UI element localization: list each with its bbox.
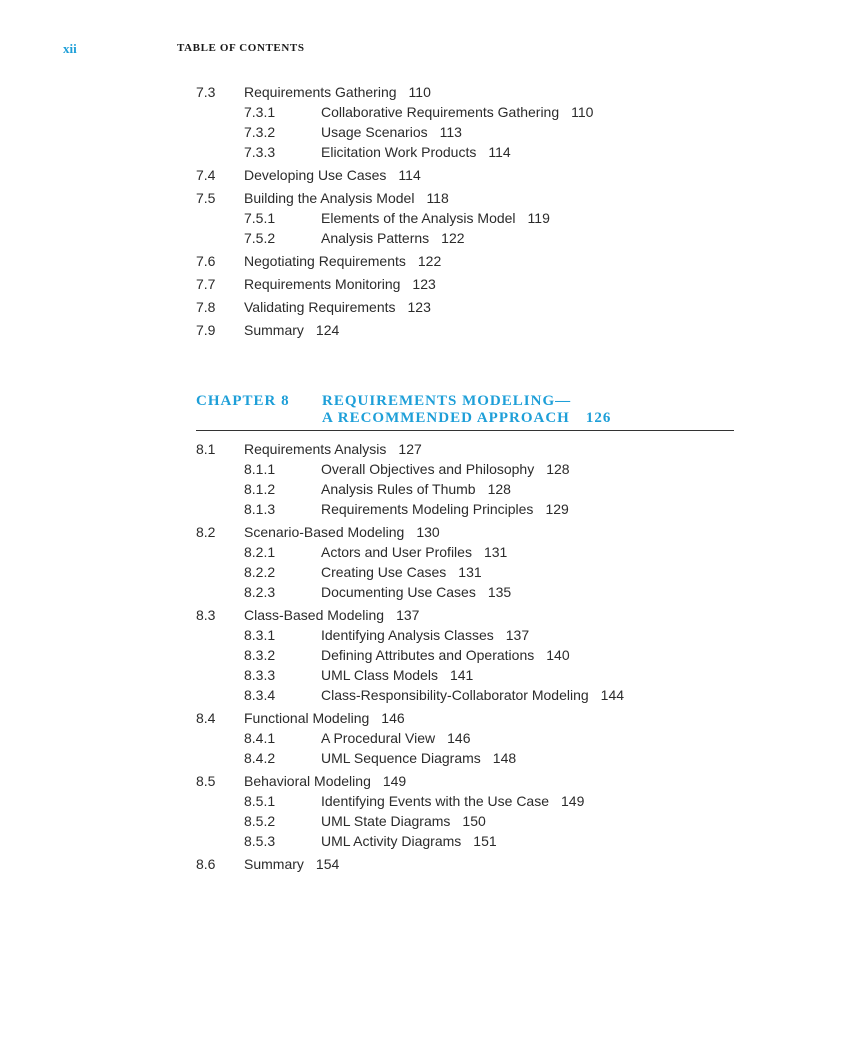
section-entry [244,251,441,271]
section-number: 7.8 [196,299,216,315]
toc-section-row [196,297,736,317]
toc-subsection-row [196,831,736,851]
toc-subsection-row [196,625,736,645]
toc-section-row [196,188,736,208]
subsection-entry [321,499,569,519]
section-number: 7.6 [196,253,216,269]
subsection-number: 8.2.3 [244,584,276,600]
section-entry [244,771,406,791]
entry-title: Class-Based Modeling [244,607,385,623]
toc-section-row [196,605,736,625]
chapter-heading [196,393,734,431]
entry-title: A Procedural View [321,730,436,746]
entry-page: 144 [600,687,625,703]
entry-page: 146 [447,730,471,746]
subsection-entry [321,479,511,499]
entry-page: 123 [412,276,436,292]
subsection-number: 8.2.1 [244,544,276,560]
subsection-entry [321,142,511,162]
entry-page: 128 [546,461,570,477]
entry-page: 146 [381,710,405,726]
toc-section-row [196,708,736,728]
subsection-number: 8.4.2 [244,750,276,766]
toc-subsection-row [196,208,736,228]
subsection-entry [321,582,511,602]
subsection-entry [321,728,471,748]
section-number: 7.9 [196,322,216,338]
entry-title: Analysis Rules of Thumb [321,481,476,497]
subsection-number: 8.1.3 [244,501,276,517]
toc-subsection-row [196,102,736,122]
entry-page: 114 [488,144,511,160]
entry-title: Overall Objectives and Philosophy [321,461,535,477]
toc-subsection-row [196,142,736,162]
entry-page: 124 [315,322,340,338]
toc-subsection-row [196,562,736,582]
entry-page: 113 [439,124,462,140]
toc-section-row [196,771,736,791]
toc-section-row [196,522,736,542]
toc-subsection-row [196,228,736,248]
entry-page: 149 [382,773,407,789]
section-entry [244,188,449,208]
subsection-number: 8.1.2 [244,481,276,497]
subsection-entry [321,208,550,228]
entry-title: Documenting Use Cases [321,584,476,600]
entry-title: Actors and User Profiles [321,544,472,560]
running-header: TABLE OF CONTENTS [177,42,305,54]
entry-title: Summary [244,856,304,872]
section-entry [244,320,339,340]
entry-page: 114 [398,167,421,183]
subsection-number: 8.3.3 [244,667,276,683]
entry-title: Requirements Modeling Principles [321,501,534,517]
entry-title: UML Sequence Diagrams [321,750,481,766]
entry-page: 118 [426,190,449,206]
entry-title: Scenario-Based Modeling [244,524,405,540]
entry-title: Requirements Gathering [244,84,397,100]
toc-subsection-row [196,728,736,748]
toc-subsection-row [196,582,736,602]
subsection-number: 8.3.2 [244,647,276,663]
toc-subsection-row [196,499,736,519]
subsection-number: 8.3.1 [244,627,276,643]
section-number: 8.1 [196,441,216,457]
subsection-entry [321,685,624,705]
toc-subsection-row [196,811,736,831]
entry-page: 119 [527,210,550,226]
entry-title: Elements of the Analysis Model [321,210,516,226]
entry-page: 131 [483,544,508,560]
toc-subsection-row [196,542,736,562]
toc-subsection-row [196,459,736,479]
subsection-number: 8.5.2 [244,813,276,829]
entry-title: Developing Use Cases [244,167,387,183]
entry-page: 141 [449,667,474,683]
toc-section-row [196,82,736,102]
subsection-number: 7.5.1 [244,210,276,226]
section-number: 8.2 [196,524,216,540]
entry-page: 130 [416,524,440,540]
subsection-entry [321,791,584,811]
toc-section-row [196,320,736,340]
entry-title: Elicitation Work Products [321,144,477,160]
chapter-label: CHAPTER 8 [196,393,290,409]
entry-title: UML Class Models [321,667,438,683]
subsection-number: 8.5.1 [244,793,276,809]
toc-subsection-row [196,791,736,811]
subsection-number: 7.3.1 [244,104,276,120]
subsection-entry [321,122,462,142]
entry-title: Defining Attributes and Operations [321,647,535,663]
entry-page: 122 [417,253,442,269]
section-entry [244,708,405,728]
section-number: 8.6 [196,856,216,872]
entry-title: Identifying Analysis Classes [321,627,494,643]
subsection-entry [321,831,497,851]
toc-section-row [196,165,736,185]
entry-title: Usage Scenarios [321,124,428,140]
subsection-entry [321,562,482,582]
toc-subsection-row [196,122,736,142]
section-number: 7.4 [196,167,216,183]
entry-title: Summary [244,322,304,338]
entry-page: 150 [462,813,486,829]
entry-page: 110 [408,84,431,100]
subsection-number: 7.3.3 [244,144,276,160]
subsection-number: 8.3.4 [244,687,276,703]
subsection-entry [321,542,507,562]
entry-page: 135 [487,584,512,600]
entry-title: Creating Use Cases [321,564,447,580]
entry-title: Class-Responsibility-Collaborator Modeling [321,687,589,703]
subsection-entry [321,102,593,122]
section-entry [244,522,440,542]
section-entry [244,854,339,874]
subsection-entry [321,645,570,665]
chapter-page: 126 [585,410,612,426]
toc-subsection-row [196,645,736,665]
entry-title: Functional Modeling [244,710,370,726]
entry-page: 137 [505,627,530,643]
toc-section-row [196,251,736,271]
toc-chapter-7-list [196,82,736,340]
entry-title: Analysis Patterns [321,230,430,246]
toc-section-row [196,439,736,459]
subsection-number: 8.5.3 [244,833,276,849]
entry-title: Validating Requirements [244,299,396,315]
entry-title: Identifying Events with the Use Case [321,793,550,809]
subsection-entry [321,665,473,685]
toc-subsection-row [196,748,736,768]
subsection-entry [321,748,516,768]
toc-section-row [196,274,736,294]
subsection-number: 7.5.2 [244,230,276,246]
entry-page: 131 [458,564,482,580]
subsection-number: 7.3.2 [244,124,276,140]
subsection-number: 8.1.1 [244,461,276,477]
entry-page: 129 [545,501,569,517]
section-entry [244,439,422,459]
entry-title: Requirements Analysis [244,441,387,457]
toc-subsection-row [196,665,736,685]
section-entry [244,165,421,185]
entry-page: 128 [487,481,511,497]
toc-chapter-8-list [196,439,736,874]
toc-subsection-row [196,479,736,499]
section-number: 8.4 [196,710,216,726]
section-number: 7.3 [196,84,216,100]
entry-page: 140 [546,647,570,663]
entry-page: 149 [561,793,585,809]
entry-title: UML Activity Diagrams [321,833,462,849]
entry-title: Collaborative Requirements Gathering [321,104,560,120]
entry-title: UML State Diagrams [321,813,451,829]
entry-page: 148 [492,750,517,766]
section-entry [244,82,431,102]
entry-page: 110 [571,104,594,120]
entry-page: 154 [315,856,340,872]
toc-section-row [196,854,736,874]
entry-title: Behavioral Modeling [244,773,371,789]
entry-page: 151 [473,833,497,849]
section-number: 7.5 [196,190,216,206]
subsection-entry [321,811,486,831]
section-entry [244,274,436,294]
toc-subsection-row [196,685,736,705]
entry-title: Building the Analysis Model [244,190,415,206]
section-number: 7.7 [196,276,216,292]
entry-page: 127 [398,441,422,457]
chapter-title-line2: A RECOMMENDED APPROACH 126 [322,410,612,426]
page-number: xii [63,41,77,56]
section-number: 8.3 [196,607,216,623]
section-entry [244,605,419,625]
subsection-number: 8.4.1 [244,730,276,746]
subsection-entry [321,625,529,645]
entry-page: 122 [441,230,465,246]
entry-page: 137 [396,607,420,623]
section-entry [244,297,431,317]
entry-title: Requirements Monitoring [244,276,401,292]
subsection-entry [321,459,570,479]
section-number: 8.5 [196,773,216,789]
subsection-entry [321,228,465,248]
entry-page: 123 [407,299,431,315]
entry-title: Negotiating Requirements [244,253,406,269]
chapter-title-line1: REQUIREMENTS MODELING— [322,393,572,409]
subsection-number: 8.2.2 [244,564,276,580]
